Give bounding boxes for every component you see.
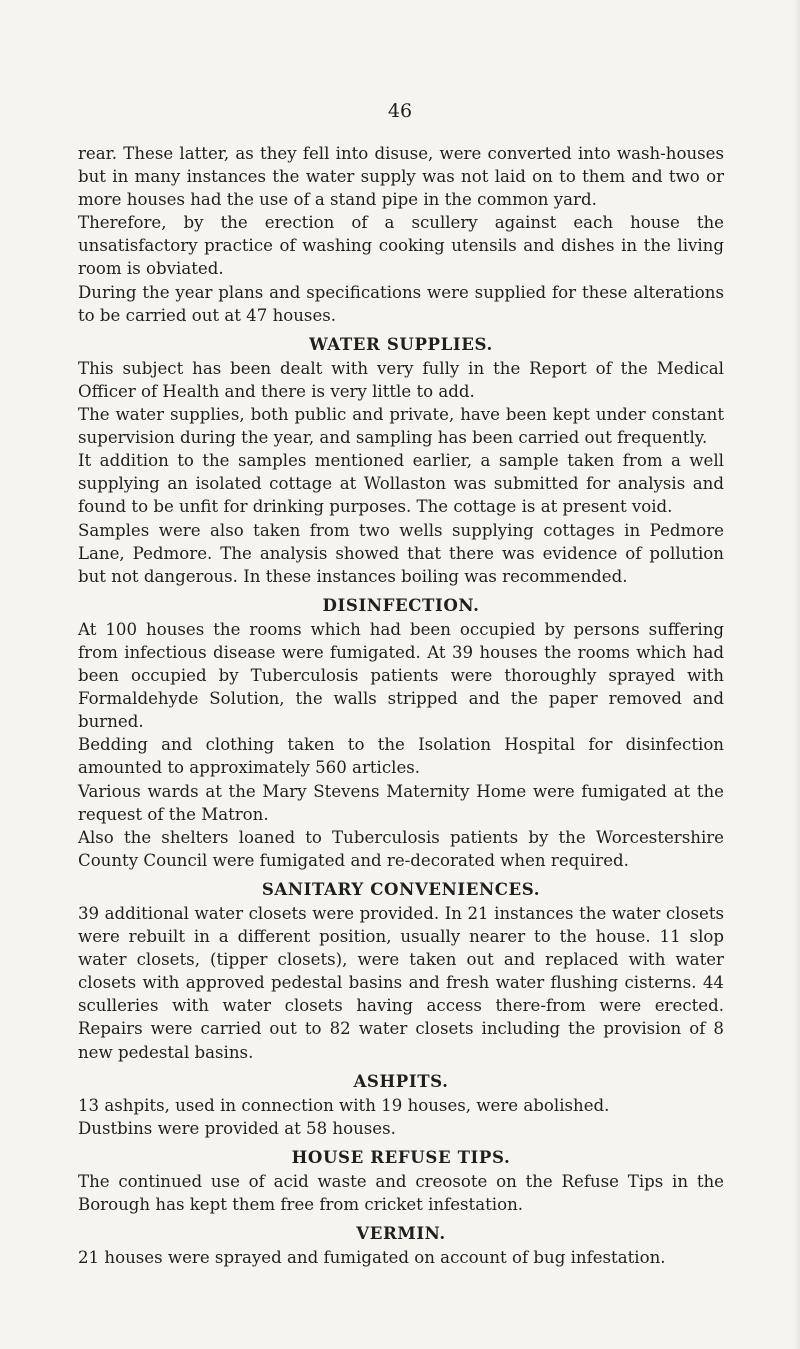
heading-water-supplies: WATER SUPPLIES. <box>309 333 493 354</box>
vermin-paragraph-1: 21 houses were sprayed and fumigated on account of bug infestation. <box>78 1248 666 1268</box>
water-supplies-paragraph-4: Samples were also taken from two wells supplying cottages in Pedmore Lane, Pedmore. The analysis showed that there was evidence of pollution but not dangerous. In these instances boiling was recommended. <box>78 520 724 586</box>
heading-vermin: VERMIN. <box>356 1223 446 1244</box>
intro-paragraph-1: rear. These latter, as they fell into disuse, were converted into wash-houses but in many instances the water supply was not laid on to them and two or more houses had the use of a stand pipe in the common yard. <box>78 144 724 210</box>
heading-house-refuse-tips: HOUSE REFUSE TIPS. <box>291 1146 511 1167</box>
page-number: 46 <box>387 100 413 122</box>
heading-ashpits: ASHPITS. <box>353 1070 449 1091</box>
ashpits-paragraph-1: 13 ashpits, used in connection with 19 houses, were abolished. <box>78 1095 610 1115</box>
intro-paragraph-2: Therefore, by the erection of a scullery against each house the unsatisfactory practice of washing cooking utensils and dishes in the living room is obviated. <box>78 213 724 279</box>
refuse-tips-paragraph-1: The continued use of acid waste and creosote on the Refuse Tips in the Borough has kept them free from cricket infestation. <box>78 1172 724 1215</box>
disinfection-paragraph-1: At 100 houses the rooms which had been occupied by persons suffering from infectious disease were fumigated. At 39 houses the rooms which had been occupied by Tuberculosis patients were thoroughly sprayed with Formaldehyde Solution, the walls stripped and the paper removed and burned. <box>78 619 724 732</box>
disinfection-paragraph-3: Various wards at the Mary Stevens Maternity Home were fumigated at the request of the Matron. <box>78 781 724 824</box>
page-edge <box>794 0 800 1349</box>
heading-disinfection: DISINFECTION. <box>322 594 480 615</box>
water-supplies-paragraph-3: It addition to the samples mentioned earlier, a sample taken from a well supplying an isolated cottage at Wollaston was submitted for analysis and found to be unfit for drinking purposes. The cottage is at present void. <box>78 451 724 517</box>
water-supplies-paragraph-2: The water supplies, both public and private, have been kept under constant supervision during the year, and sampling has been carried out frequently. <box>78 405 724 448</box>
sanitary-paragraph-1: 39 additional water closets were provided. In 21 instances the water closets were rebuilt in a different position, usually nearer to the house. 11 slop water closets, (tipper closets), were taken out and replaced with water closets with approved pedestal basins and fresh water flushing cisterns. 44 sculleries with water closets having access there-from were erected. Repairs were carried out to 82 water closets including the provision of 8 new pedestal basins. <box>78 904 724 1062</box>
intro-paragraph-3: During the year plans and specifications were supplied for these alterations to be carried out at 47 houses. <box>78 282 724 325</box>
ashpits-paragraph-2: Dustbins were provided at 58 houses. <box>78 1118 396 1138</box>
water-supplies-paragraph-1: This subject has been dealt with very fully in the Report of the Medical Officer of Health and there is very little to add. <box>78 358 724 401</box>
disinfection-paragraph-2: Bedding and clothing taken to the Isolation Hospital for disinfection amounted to approximately 560 articles. <box>78 735 724 778</box>
heading-sanitary-conveniences: SANITARY CONVENIENCES. <box>261 878 541 899</box>
report-body <box>78 142 724 1269</box>
disinfection-paragraph-4: Also the shelters loaned to Tuberculosis patients by the Worcestershire County Council were fumigated and re-decorated when required. <box>78 827 724 870</box>
